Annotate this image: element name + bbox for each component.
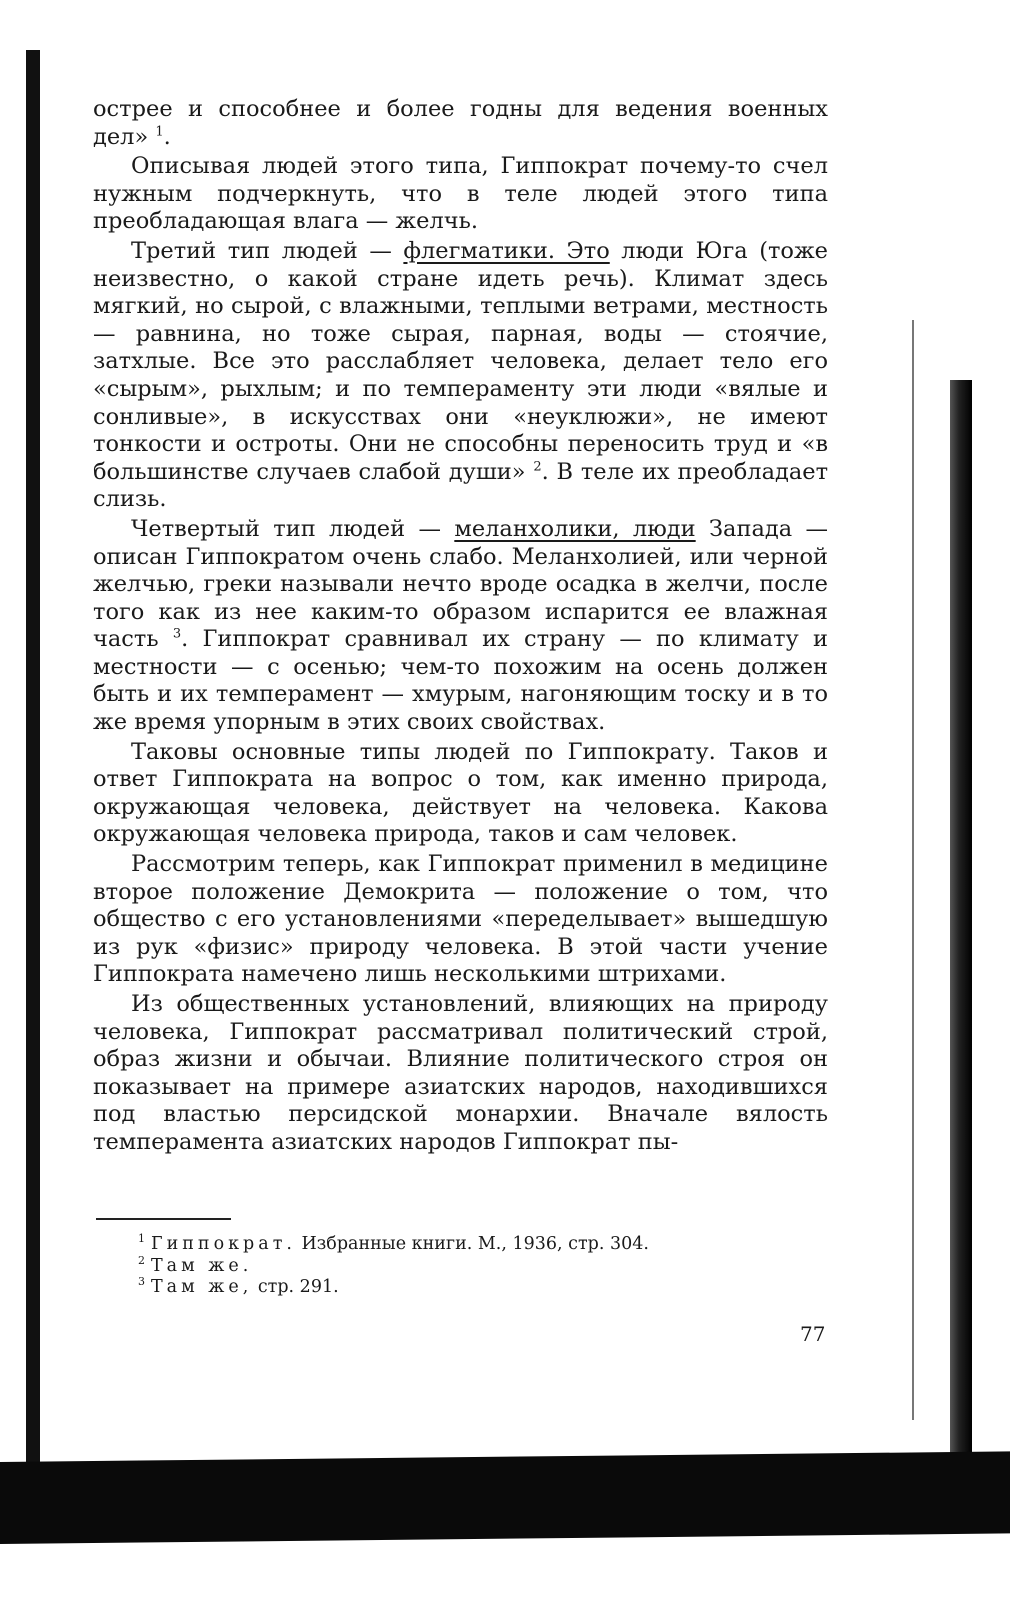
scan-left-edge xyxy=(26,50,40,1500)
paragraph-4-text-c: . Гиппократ сравнивал их страну — по климату и местности — с осенью; чем-то похожим на осень должен быть и их темперамент — хмурым, нагоняющим тоску и в то же время упорным в этих своих свойствах. xyxy=(93,626,828,736)
paragraph-3-text-a: Третий тип людей — xyxy=(131,237,404,264)
footnote-number: 1 xyxy=(138,1232,145,1246)
paragraph-4 xyxy=(93,516,828,737)
scan-right-fold-line xyxy=(912,320,914,1420)
footnote-1 xyxy=(138,1234,818,1256)
paragraph-7 xyxy=(93,991,828,1157)
paragraph-7-text: Из общественных установлений, влияющих на природу человека, Гиппократ рассматривал политический строй, образ жизни и обычаи. Влияние политического строя он показывает на примере азиатских народов, находившихся под властью персидской монархии. Вначале вялость темперамента азиатских народов Гиппократ пы- xyxy=(93,991,828,1155)
underlined-phlegmatics: флегматики. Это xyxy=(403,237,610,264)
paragraph-3 xyxy=(93,238,828,514)
page-number: 77 xyxy=(800,1322,826,1346)
paragraph-1 xyxy=(93,96,828,151)
footnote-2 xyxy=(138,1253,818,1278)
footnote-ref-1: 1 xyxy=(155,124,164,140)
underlined-melancholics: меланхолики, люди xyxy=(454,515,696,542)
footnote-ref-2: 2 xyxy=(533,459,542,475)
paragraph-5-text: Таковы основные типы людей по Гиппократу. Таков и ответ Гиппократа на вопрос о том, как именно природа, окружающая человека, действует на человека. Какова окружающая человека природа, таков и сам человек. xyxy=(93,738,828,848)
scan-bottom-edge xyxy=(0,1451,1010,1544)
page-body xyxy=(93,96,828,1157)
footnote-author: Там же, xyxy=(151,1277,253,1297)
paragraph-2 xyxy=(93,153,828,236)
footnote-author: Гиппократ. xyxy=(151,1234,296,1254)
footnote-ref-3: 3 xyxy=(172,626,182,642)
footnote-text: стр. 291. xyxy=(252,1277,339,1297)
paragraph-4-text-a: Четвертый тип людей — xyxy=(131,515,455,542)
scan-right-edge xyxy=(950,380,972,1470)
paragraph-1-tail: . xyxy=(163,123,171,150)
paragraph-2-text: Описывая людей этого типа, Гиппократ почему-то счел нужным подчеркнуть, что в теле людей этого типа преобладающая влага — желчь. xyxy=(93,153,828,235)
paragraph-6 xyxy=(93,851,828,989)
paragraph-5 xyxy=(93,739,828,849)
paragraph-1-text: острее и способнее и более годны для ведения военных дел» xyxy=(93,96,828,150)
footnote-number: 3 xyxy=(138,1275,145,1289)
paragraph-4-text-b: Запада — описан Гиппократом очень слабо. Меланхолией, или черной желчью, греки называли нечто вроде осадка в желчи, после того как из нее каким-то образом испарится ее влажная часть xyxy=(93,515,828,653)
paragraph-3-text-b: люди Юга (тоже неизвестно, о какой стране идеть речь). Климат здесь мягкий, но сырой, с влажными, теплыми ветрами, местность — равнина, но тоже сырая, парная, воды — стоячие, затхлые. Все это расслабляет человека, делает тело его «сырым», рыхлым; и по темпераменту эти люди «вялые и сонливые», в искусствах они «неуклюжи», не имеют тонкости и остроты. Они не способны переносить труд и «в большинстве случаев слабой души» xyxy=(93,237,828,485)
footnote-text: Избранные книги. М., 1936, стр. 304. xyxy=(295,1234,649,1254)
footnote-author: Там же. xyxy=(151,1255,253,1276)
paragraph-3-text-c: . В теле их преобладает слизь. xyxy=(93,458,829,513)
paragraph-6-text: Рассмотрим теперь, как Гиппократ применил в медицине второе положение Демокрита — положение о том, что общество с его установлениями «переделывает» вышедшую из рук «физис» природу человека. В этой части учение Гиппократа намечено лишь несколькими штрихами. xyxy=(93,851,828,988)
footnote-divider xyxy=(96,1218,231,1220)
footnote-3 xyxy=(138,1277,818,1299)
footnotes xyxy=(138,1234,818,1299)
footnote-number: 2 xyxy=(138,1253,145,1267)
